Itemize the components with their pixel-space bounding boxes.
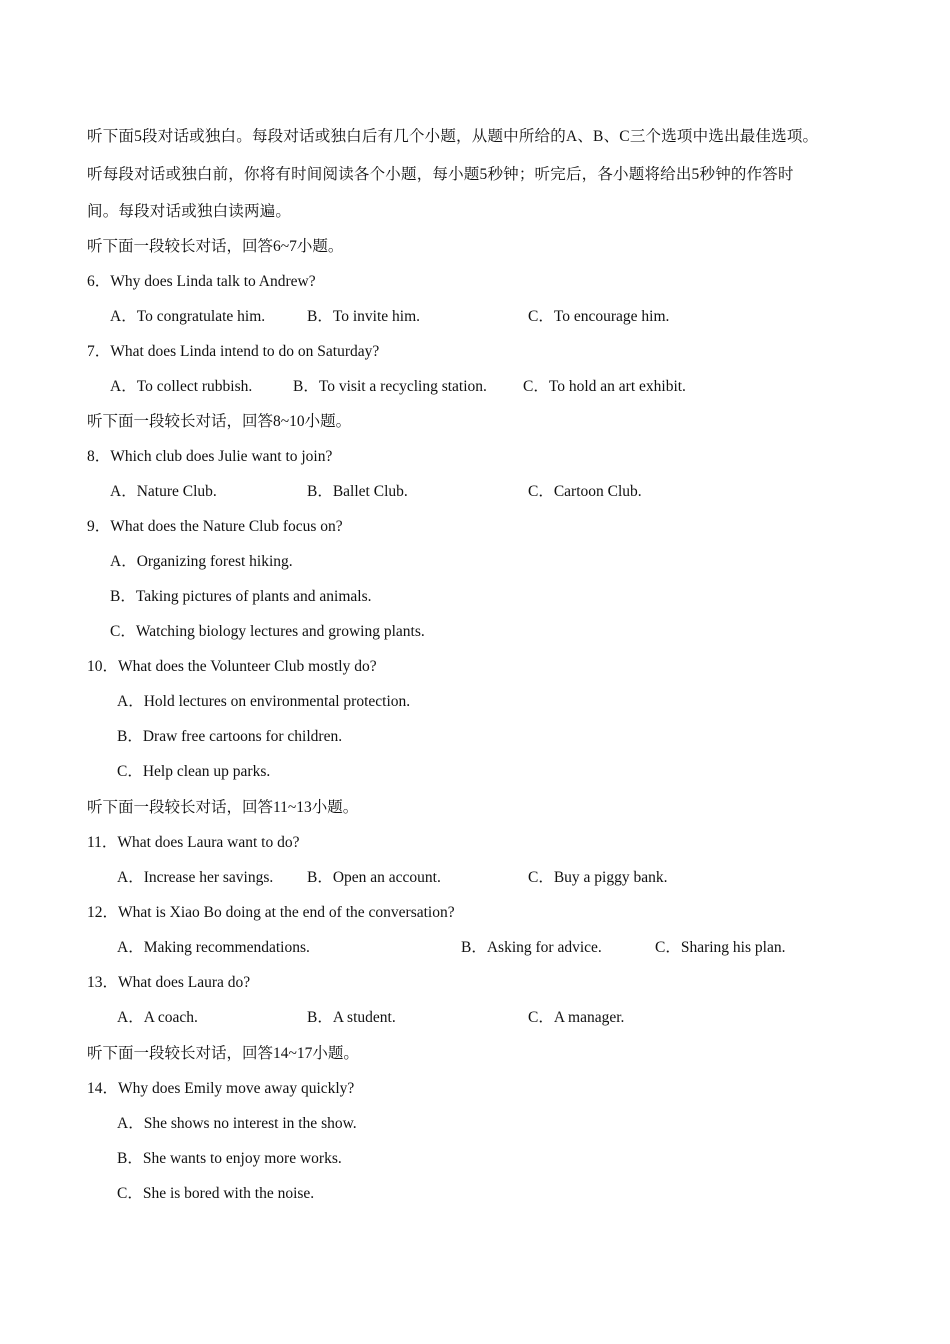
instructions-line-2: 听每段对话或独白前，你将有时间阅读各个小题，每小题5秒钟；听完后，各小题将给出5秒钟的作答时 <box>87 166 794 183</box>
instructions-line-3: 间。每段对话或独白读两遍。 <box>87 203 292 220</box>
q8-option-a: A．Nature Club. <box>110 483 217 500</box>
question-6: 6．Why does Linda talk to Andrew? <box>87 273 316 290</box>
q7-option-c: C．To hold an art exhibit. <box>523 378 686 395</box>
question-13: 13．What does Laura do? <box>87 974 251 991</box>
q8-option-b: B．Ballet Club. <box>307 483 408 500</box>
q9-option-a: A．Organizing forest hiking. <box>110 553 293 570</box>
q11-option-b: B．Open an account. <box>307 869 441 886</box>
q11-option-a: A．Increase her savings. <box>117 869 274 886</box>
q12-option-b: B．Asking for advice. <box>461 939 602 956</box>
section-heading-11-13: 听下面一段较长对话，回答11~13小题。 <box>87 799 359 816</box>
q13-option-c: C．A manager. <box>528 1009 625 1026</box>
question-7: 7．What does Linda intend to do on Saturday? <box>87 343 380 360</box>
instructions-line-1: 听下面5段对话或独白。每段对话或独白后有几个小题，从题中所给的A、B、C三个选项中选出最佳选项。 <box>87 128 819 145</box>
section-heading-6-7: 听下面一段较长对话，回答6~7小题。 <box>87 238 344 255</box>
q9-option-b: B．Taking pictures of plants and animals. <box>110 588 372 605</box>
q14-option-c: C．She is bored with the noise. <box>117 1185 315 1202</box>
q7-option-a: A．To collect rubbish. <box>110 378 253 395</box>
q6-option-c: C．To encourage him. <box>528 308 670 325</box>
q7-option-b: B．To visit a recycling station. <box>293 378 487 395</box>
q8-option-c: C．Cartoon Club. <box>528 483 642 500</box>
q9-option-c: C．Watching biology lectures and growing plants. <box>110 623 425 640</box>
q12-option-c: C．Sharing his plan. <box>655 939 786 956</box>
question-8: 8．Which club does Julie want to join? <box>87 448 333 465</box>
q12-option-a: A．Making recommendations. <box>117 939 310 956</box>
question-14: 14．Why does Emily move away quickly? <box>87 1080 355 1097</box>
q10-option-c: C．Help clean up parks. <box>117 763 271 780</box>
q13-option-a: A．A coach. <box>117 1009 198 1026</box>
q11-option-c: C．Buy a piggy bank. <box>528 869 668 886</box>
q13-option-b: B．A student. <box>307 1009 396 1026</box>
q10-option-a: A．Hold lectures on environmental protection. <box>117 693 411 710</box>
q14-option-b: B．She wants to enjoy more works. <box>117 1150 342 1167</box>
q6-option-b: B．To invite him. <box>307 308 421 325</box>
question-9: 9．What does the Nature Club focus on? <box>87 518 343 535</box>
section-heading-14-17: 听下面一段较长对话，回答14~17小题。 <box>87 1045 359 1062</box>
question-10: 10．What does the Volunteer Club mostly do? <box>87 658 377 675</box>
question-11: 11．What does Laura want to do? <box>87 834 300 851</box>
q14-option-a: A．She shows no interest in the show. <box>117 1115 357 1132</box>
q6-option-a: A．To congratulate him. <box>110 308 266 325</box>
question-12: 12．What is Xiao Bo doing at the end of the conversation? <box>87 904 455 921</box>
section-heading-8-10: 听下面一段较长对话，回答8~10小题。 <box>87 413 352 430</box>
q10-option-b: B．Draw free cartoons for children. <box>117 728 343 745</box>
